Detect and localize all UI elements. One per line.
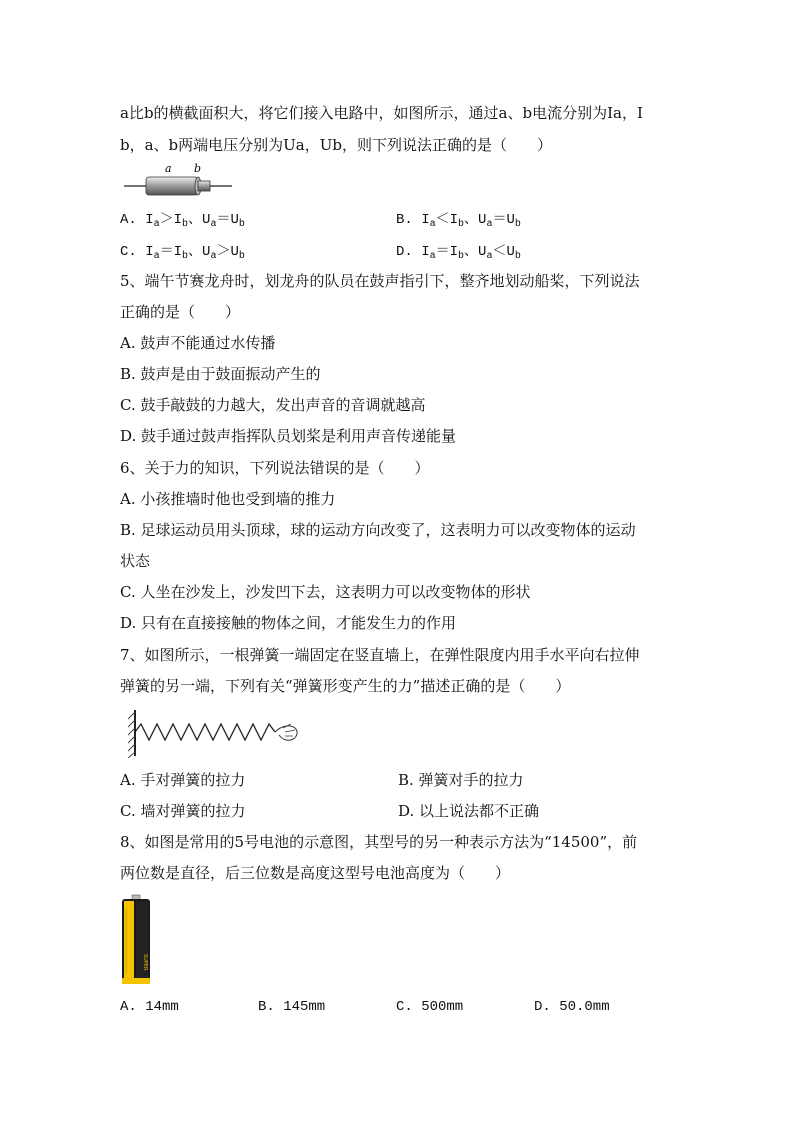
svg-text:SUPER: SUPER xyxy=(142,954,148,971)
q4-stem-line2: b，a、b两端电压分别为Ua，Ub，则下列说法正确的是（ ） xyxy=(120,136,552,154)
q6-option-b-line1[interactable]: B. 足球运动员用头顶球，球的运动方向改变了，这表明力可以改变物体的运动 xyxy=(120,521,636,539)
q8-stem-line1: 8、如图是常用的5号电池的示意图，其型号的另一种表示方法为“14500”，前 xyxy=(120,833,638,851)
q4-option-a[interactable]: A. $I_a>I_b$、$U_a=U_b$ xyxy=(120,212,245,230)
q7-option-b[interactable]: B. 弹簧对手的拉力 xyxy=(398,771,524,789)
q4-stem-line1: a比b的横截面积大，将它们接入电路中，如图所示，通过a、b电流分别为Ia，I xyxy=(120,104,643,122)
q7-option-c[interactable]: C. 墙对弹簧的拉力 xyxy=(120,802,246,820)
q5-option-c[interactable]: C. 鼓手敲鼓的力越大，发出声音的音调就越高 xyxy=(120,396,426,414)
q7-option-a[interactable]: A. 手对弹簧的拉力 xyxy=(120,771,246,789)
q5-stem-line1: 5、端午节赛龙舟时，划龙舟的队员在鼓声指引下，整齐地划动船桨，下列说法 xyxy=(120,272,640,290)
q7-stem-line2: 弹簧的另一端，下列有关“弹簧形变产生的力”描述正确的是（ ） xyxy=(120,677,571,695)
q8-option-a[interactable]: A. 14mm xyxy=(120,999,179,1015)
q6-option-b-line2[interactable]: 状态 xyxy=(120,552,151,570)
q4-option-b[interactable]: B. $I_a<I_b$、$U_a=U_b$ xyxy=(396,212,521,230)
q5-option-d[interactable]: D. 鼓手通过鼓声指挥队员划桨是利用声音传递能量 xyxy=(120,427,457,445)
label-b: b xyxy=(194,162,202,175)
q4-option-d[interactable]: D. $I_a=I_b$、$U_a<U_b$ xyxy=(396,244,521,262)
q7-stem-line1: 7、如图所示，一根弹簧一端固定在竖直墙上，在弹性限度内用手水平向右拉伸 xyxy=(120,646,640,664)
q4-option-c[interactable]: C. $I_a=I_b$、$U_a>U_b$ xyxy=(120,244,245,262)
q8-stem-line2: 两位数是直径，后三位数是高度这型号电池高度为（ ） xyxy=(120,864,511,882)
spring-figure xyxy=(125,708,305,758)
q5-option-a[interactable]: A. 鼓声不能通过水传播 xyxy=(120,334,276,352)
q8-option-c[interactable]: C. 500mm xyxy=(396,999,464,1015)
q5-option-b[interactable]: B. 鼓声是由于鼓面振动产生的 xyxy=(120,365,321,383)
q6-option-c[interactable]: C. 人坐在沙发上，沙发凹下去，这表明力可以改变物体的形状 xyxy=(120,583,531,601)
q6-option-a[interactable]: A. 小孩推墙时他也受到墙的推力 xyxy=(120,490,336,508)
q8-option-b[interactable]: B. 145mm xyxy=(258,999,326,1015)
q6-option-d[interactable]: D. 只有在直接接触的物体之间，才能发生力的作用 xyxy=(120,614,457,632)
q6-stem-line1: 6、关于力的知识，下列说法错误的是（ ） xyxy=(120,459,430,477)
label-a: a xyxy=(165,162,172,175)
q8-option-d[interactable]: D. 50.0mm xyxy=(534,999,610,1015)
conductor-ab-figure xyxy=(120,160,235,200)
q7-option-d[interactable]: D. 以上说法都不正确 xyxy=(398,802,540,820)
battery-figure xyxy=(116,894,156,986)
q5-stem-line2: 正确的是（ ） xyxy=(120,303,241,321)
